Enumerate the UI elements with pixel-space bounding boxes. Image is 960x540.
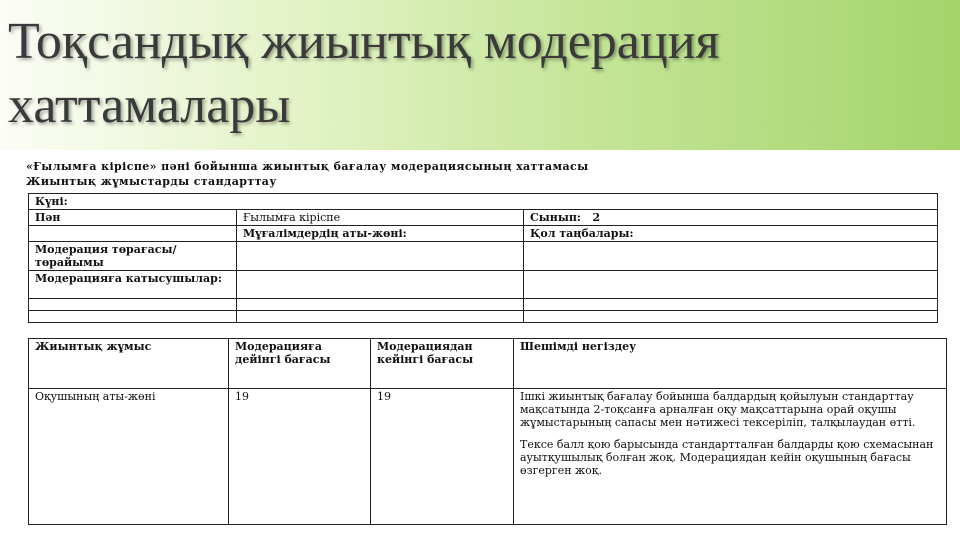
empty-cell (29, 299, 237, 311)
empty-cell (237, 299, 524, 311)
chair-label: Модерация төрағасы/төрайымы (29, 242, 237, 271)
document-heading: «Ғылымға кіріспе» пәні бойынша жиынтық бағалау модерациясының хаттамасы (26, 160, 589, 173)
date-label: Күні: (29, 194, 938, 210)
grade-cell (524, 210, 938, 226)
justification-paragraph-2: Тексе балл қою барысында стандартталған балдарды қою схемасынан ауытқушылық болған жоқ. Модерациядан кейін оқушының бағасы өзгерген жоқ. (520, 438, 934, 477)
empty-cell (524, 271, 938, 299)
participants-label: Модерацияға катысушылар: (29, 271, 237, 299)
empty-cell (237, 271, 524, 299)
empty-cell (29, 226, 237, 242)
document-subheading: Жиынтық жұмыстарды стандарттау (26, 175, 277, 188)
empty-cell (237, 311, 524, 323)
header-justification: Шешімді негіздеу (514, 339, 947, 389)
signatures-label: Қол таңбалары: (524, 226, 938, 242)
empty-cell (524, 299, 938, 311)
header-after: Модерациядан кейінгі бағасы (371, 339, 514, 389)
slide-title: Тоқсандық жиынтық модерация хаттамалары (8, 13, 720, 134)
teachers-label: Мұғалімдердің аты-жөні: (237, 226, 524, 242)
empty-cell (524, 311, 938, 323)
grade-label: Сынып: (530, 211, 581, 224)
empty-cell (29, 311, 237, 323)
results-table (28, 338, 947, 525)
cell-before: 19 (229, 389, 371, 525)
cell-justification (514, 389, 947, 525)
justification-paragraph-1: Ішкі жиынтық бағалау бойынша балдардың қойылуын стандарттау мақсатында 2-тоқсанға арналған оқу мақсаттарына орай оқушы жұмыстарының сапасы мен нәтижесі тексеріліп, талқылаудан өтті. (520, 390, 916, 429)
cell-after: 19 (371, 389, 514, 525)
empty-cell (524, 242, 938, 271)
subject-label: Пән (29, 210, 237, 226)
header-before: Модерацияға дейінгі бағасы (229, 339, 371, 389)
cell-work: Оқушының аты-жөні (29, 389, 229, 525)
subject-value: Ғылымға кіріспе (237, 210, 524, 226)
empty-cell (237, 242, 524, 271)
grade-value: 2 (592, 211, 601, 224)
info-table (28, 193, 938, 323)
header-work: Жиынтық жұмыс (29, 339, 229, 389)
